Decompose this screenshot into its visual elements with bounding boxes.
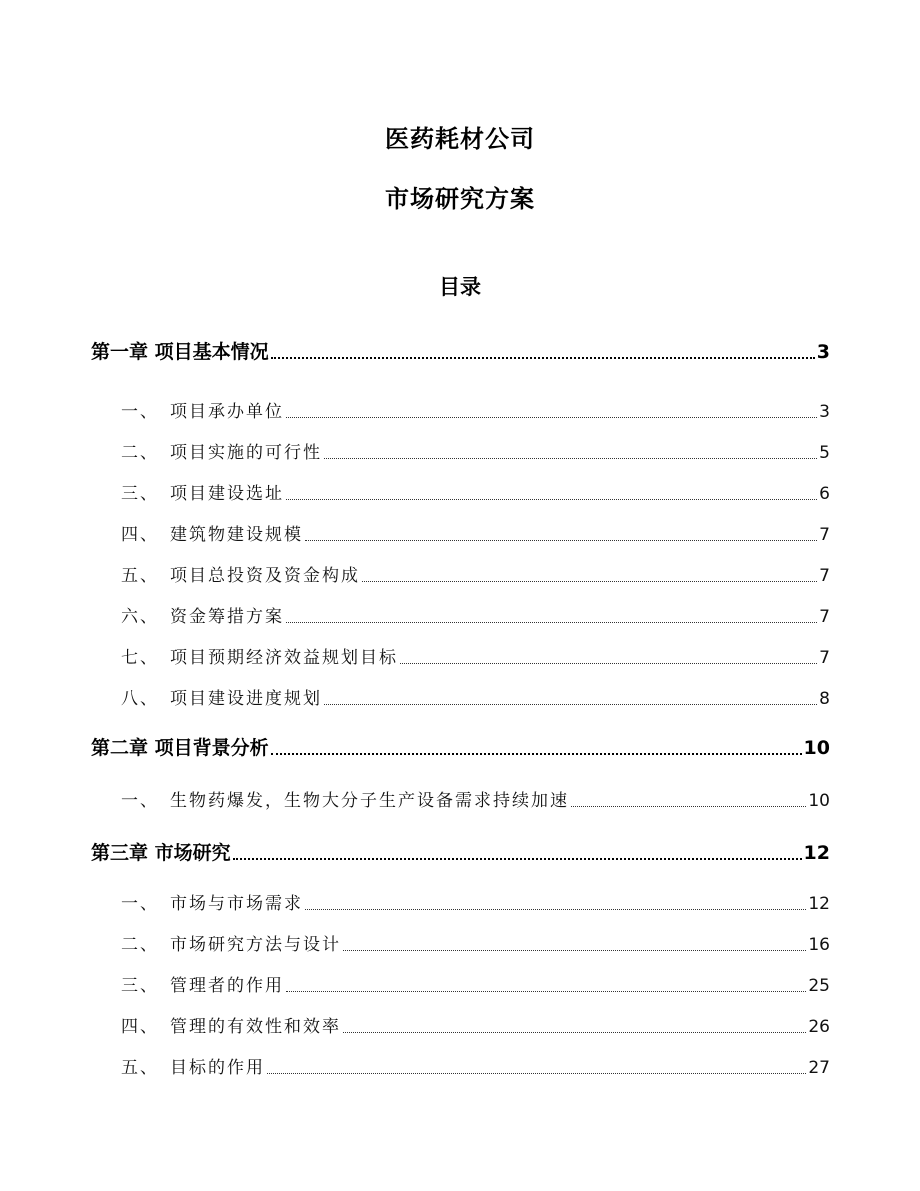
toc-entry-title: 项目基本情况	[154, 341, 269, 363]
toc-entry-page: 26	[808, 1017, 830, 1037]
toc-chapter-entry[interactable]	[91, 838, 830, 866]
toc-heading: 目录	[439, 275, 481, 299]
dot-leader	[267, 1053, 806, 1079]
dot-leader	[271, 733, 802, 761]
toc-entry-number: 五、	[121, 566, 159, 586]
toc-entry-number: 第三章	[91, 842, 149, 864]
toc-entry-page: 25	[808, 976, 830, 996]
dot-leader	[286, 602, 817, 628]
toc-entry-title: 资金筹措方案	[170, 607, 284, 627]
toc-section-entry[interactable]	[91, 786, 830, 812]
toc-section-entry[interactable]	[91, 930, 830, 956]
toc-entry-number: 八、	[121, 689, 159, 709]
toc-entry-number: 四、	[121, 1017, 159, 1037]
toc-entry-page: 10	[803, 737, 830, 759]
dot-leader	[324, 684, 817, 710]
toc-chapter-entry[interactable]	[91, 337, 830, 365]
toc-section-entry[interactable]	[91, 479, 830, 505]
toc-entry-title: 市场研究	[154, 842, 231, 864]
toc-entry-number: 一、	[121, 402, 159, 422]
dot-leader	[571, 786, 806, 812]
toc-entry-number: 四、	[121, 525, 159, 545]
dot-leader	[233, 838, 802, 866]
toc-entry-title: 目标的作用	[170, 1058, 265, 1078]
dot-leader	[305, 889, 806, 915]
toc-entry-number: 二、	[121, 935, 159, 955]
toc-entry-page: 6	[819, 484, 830, 504]
toc-entry-number: 三、	[121, 484, 159, 504]
toc-entry-title: 生物药爆发，生物大分子生产设备需求持续加速	[170, 791, 569, 811]
toc-entry-number: 第一章	[91, 341, 149, 363]
toc-entry-number: 五、	[121, 1058, 159, 1078]
toc-entry-number: 一、	[121, 791, 159, 811]
toc-section-entry[interactable]	[91, 561, 830, 587]
toc-entry-number: 七、	[121, 648, 159, 668]
toc-section-entry[interactable]	[91, 684, 830, 710]
toc-chapter-entry[interactable]	[91, 733, 830, 761]
dot-leader	[286, 971, 806, 997]
toc-entry-title: 项目总投资及资金构成	[170, 566, 360, 586]
dot-leader	[400, 643, 817, 669]
document-title: 医药耗材公司	[385, 125, 535, 153]
dot-leader	[343, 1012, 806, 1038]
toc-entry-title: 项目实施的可行性	[170, 443, 322, 463]
toc-section-entry[interactable]	[91, 971, 830, 997]
toc-entry-title: 管理的有效性和效率	[170, 1017, 341, 1037]
toc-entry-page: 7	[819, 607, 830, 627]
toc-section-entry[interactable]	[91, 889, 830, 915]
dot-leader	[343, 930, 806, 956]
toc-section-entry[interactable]	[91, 643, 830, 669]
toc-entry-number: 二、	[121, 443, 159, 463]
toc-entry-page: 27	[808, 1058, 830, 1078]
toc-entry-title: 项目建设选址	[170, 484, 284, 504]
toc-entry-page: 7	[819, 566, 830, 586]
toc-entry-title: 项目预期经济效益规划目标	[170, 648, 398, 668]
toc-entry-page: 5	[819, 443, 830, 463]
toc-entry-number: 三、	[121, 976, 159, 996]
toc-entry-page: 10	[808, 791, 830, 811]
toc-section-entry[interactable]	[91, 438, 830, 464]
toc-entry-page: 3	[816, 341, 830, 363]
toc-section-entry[interactable]	[91, 602, 830, 628]
toc-entry-number: 六、	[121, 607, 159, 627]
dot-leader	[286, 397, 817, 423]
toc-entry-number: 一、	[121, 894, 159, 914]
toc-entry-page: 7	[819, 648, 830, 668]
toc-entry-page: 8	[819, 689, 830, 709]
dot-leader	[305, 520, 817, 546]
toc-entry-page: 7	[819, 525, 830, 545]
toc-entry-page: 16	[808, 935, 830, 955]
toc-entry-title: 项目承办单位	[170, 402, 284, 422]
dot-leader	[362, 561, 817, 587]
toc-entry-number: 第二章	[91, 737, 149, 759]
toc-section-entry[interactable]	[91, 520, 830, 546]
toc-entry-title: 建筑物建设规模	[170, 525, 303, 545]
toc-entry-page: 3	[819, 402, 830, 422]
toc-entry-page: 12	[803, 842, 830, 864]
toc-entry-page: 12	[808, 894, 830, 914]
toc-section-entry[interactable]	[91, 1012, 830, 1038]
toc-section-entry[interactable]	[91, 1053, 830, 1079]
toc-section-entry[interactable]	[91, 397, 830, 423]
toc-entry-title: 项目建设进度规划	[170, 689, 322, 709]
toc-entry-title: 项目背景分析	[154, 737, 269, 759]
dot-leader	[271, 337, 815, 365]
toc-entry-title: 管理者的作用	[170, 976, 284, 996]
dot-leader	[286, 479, 817, 505]
document-subtitle: 市场研究方案	[385, 185, 535, 213]
toc-entry-title: 市场研究方法与设计	[170, 935, 341, 955]
dot-leader	[324, 438, 817, 464]
toc-entry-title: 市场与市场需求	[170, 894, 303, 914]
